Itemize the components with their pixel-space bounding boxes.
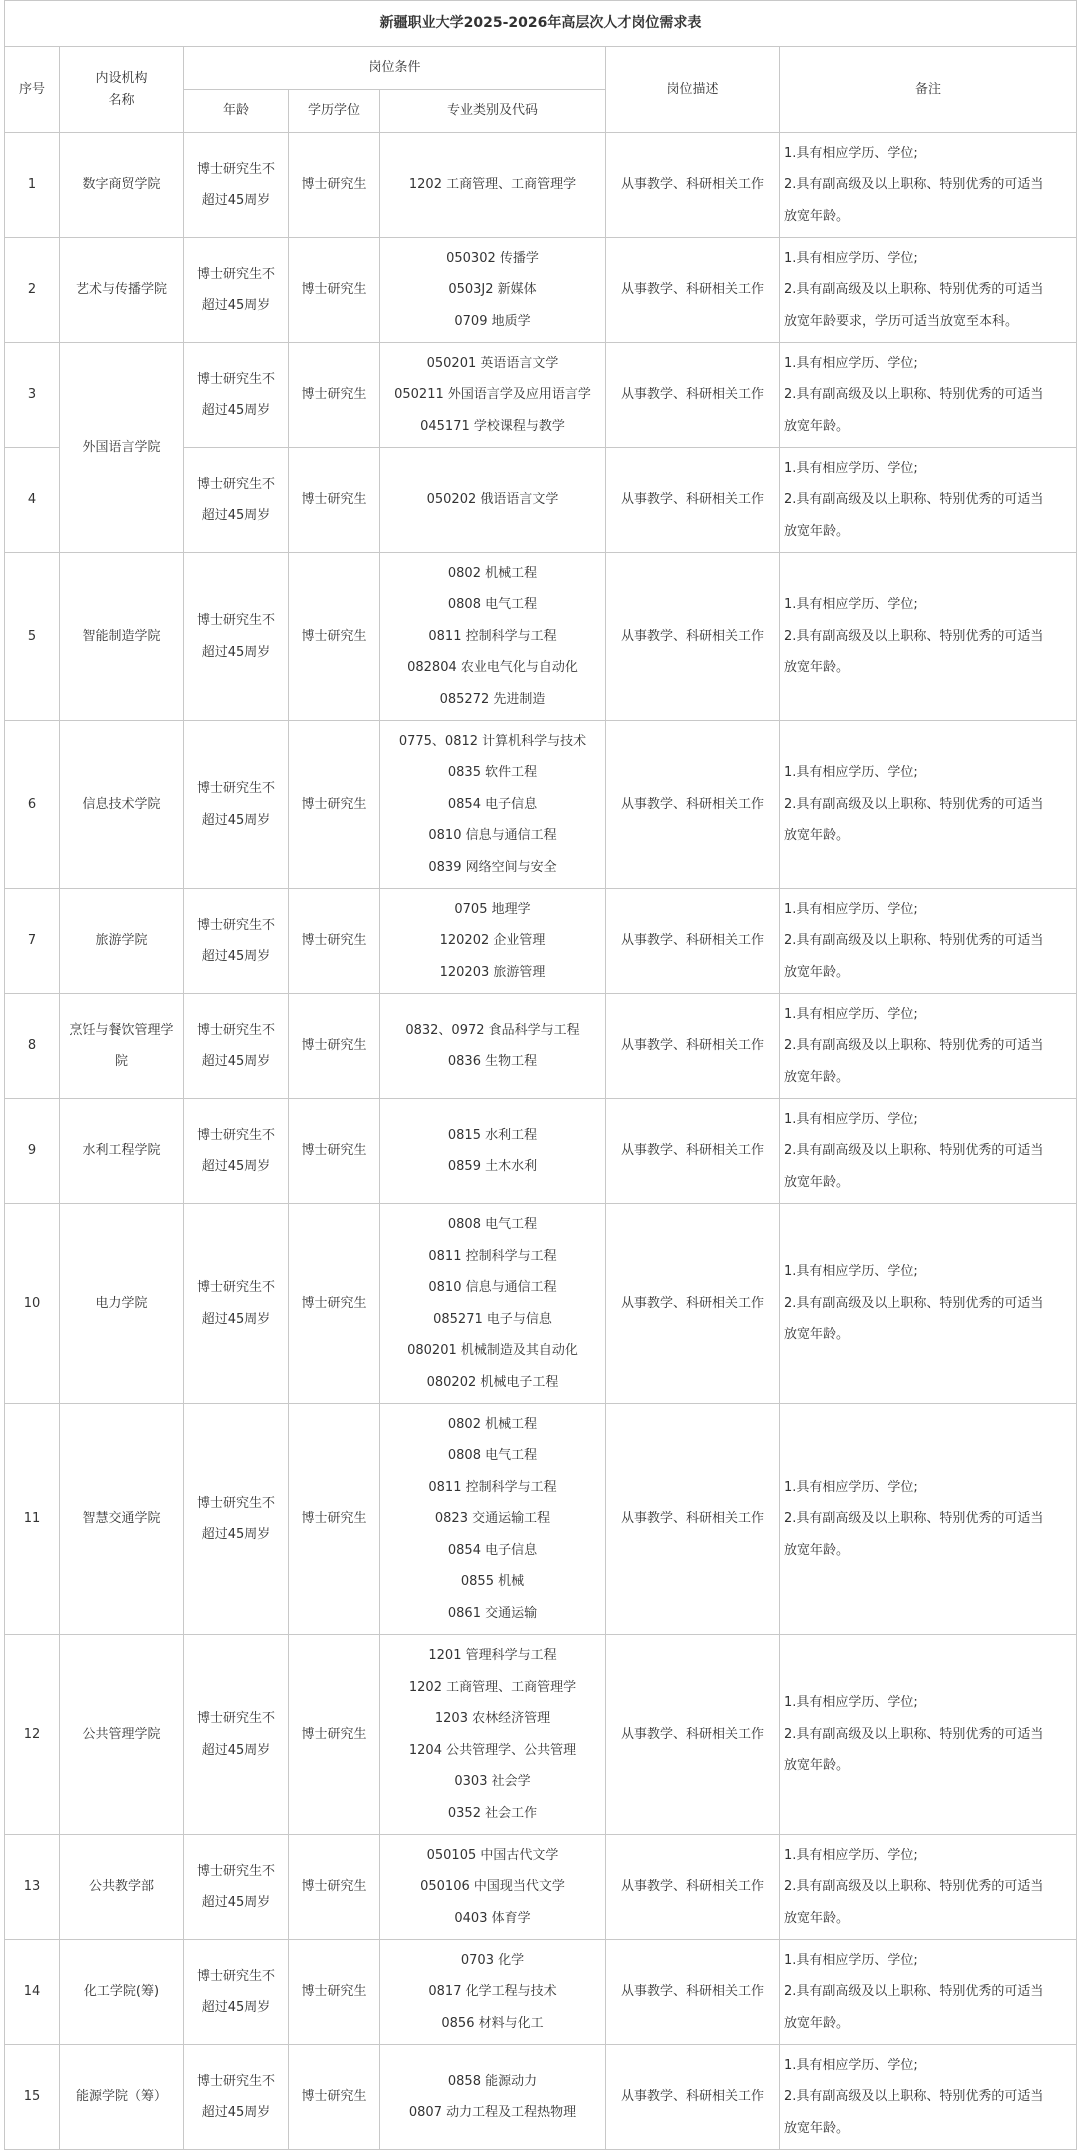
note-line: 1.具有相应学历、学位; (784, 355, 918, 371)
note-line: 放宽年龄。 (784, 523, 850, 539)
major-line: 0403 体育学 (454, 1910, 531, 1926)
major-line: 0808 电气工程 (447, 1217, 538, 1232)
age-line: 博士研究生不 (196, 161, 275, 177)
org-name-line: 能源学院（筹） (75, 2089, 167, 2105)
major-line: 050201 英语语言文学 (426, 355, 559, 371)
note-line: 2.具有副高级及以上职称、特别优秀的可适当 (784, 1511, 1044, 1527)
major-line: 085272 先进制造 (439, 691, 546, 707)
note-line: 2.具有副高级及以上职称、特别优秀的可适当 (784, 492, 1044, 508)
org-name-line: 旅游学院 (95, 933, 148, 949)
major-line: 0811 控制科学与工程 (428, 1248, 557, 1264)
header-seq: 序号 (5, 47, 60, 133)
desc-cell: 从事教学、科研相关工作 (606, 2045, 780, 2150)
major-line: 0802 机械工程 (447, 565, 538, 581)
note-line: 放宽年龄。 (784, 1069, 850, 1085)
note-line: 1.具有相应学历、学位; (784, 597, 918, 613)
desc-cell: 从事教学、科研相关工作 (606, 1099, 780, 1204)
note-cell (780, 448, 1077, 553)
note-cell (780, 1835, 1077, 1940)
age-line: 博士研究生不 (196, 781, 275, 796)
age-cell (184, 553, 289, 721)
row-number: 5 (5, 553, 60, 721)
major-line: 1204 公共管理学、公共管理 (408, 1742, 577, 1758)
note-line: 放宽年龄。 (784, 1174, 850, 1190)
table-row (5, 1404, 1077, 1635)
row-number: 10 (5, 1204, 60, 1404)
major-line: 0832、0972 食品科学与工程 (405, 1022, 580, 1038)
position-demand-table (4, 0, 1077, 2150)
age-line: 博士研究生不 (196, 917, 275, 933)
age-cell (184, 1404, 289, 1635)
major-line: 050202 俄语语言文学 (426, 492, 559, 508)
degree-cell: 博士研究生 (289, 1204, 380, 1404)
org-name-cell (60, 994, 184, 1099)
note-line: 1.具有相应学历、学位; (784, 901, 918, 917)
note-line: 1.具有相应学历、学位; (784, 1264, 918, 1280)
row-number: 9 (5, 1099, 60, 1204)
age-line: 博士研究生不 (196, 476, 275, 492)
major-line: 0855 机械 (460, 1574, 525, 1590)
note-line: 2.具有副高级及以上职称、特别优秀的可适当 (784, 282, 1044, 298)
major-line: 1202 工商管理、工商管理学 (408, 1679, 577, 1695)
note-line: 1.具有相应学历、学位; (784, 1111, 918, 1127)
row-number: 4 (5, 448, 60, 553)
age-line: 超过45周岁 (201, 508, 271, 523)
table-row (5, 1204, 1077, 1404)
degree-cell: 博士研究生 (289, 889, 380, 994)
desc-cell: 从事教学、科研相关工作 (606, 343, 780, 448)
age-line: 超过45周岁 (201, 1527, 271, 1542)
major-cell (380, 994, 606, 1099)
header-org (60, 47, 184, 133)
major-cell (380, 133, 606, 238)
age-cell (184, 2045, 289, 2150)
major-line: 050302 传播学 (446, 250, 539, 266)
note-line: 1.具有相应学历、学位; (784, 765, 918, 781)
major-line: 080201 机械制造及其自动化 (407, 1343, 578, 1358)
desc-cell: 从事教学、科研相关工作 (606, 1404, 780, 1635)
table-row (5, 1940, 1077, 2045)
major-line: 0836 生物工程 (447, 1054, 538, 1069)
row-number: 3 (5, 343, 60, 448)
age-line: 博士研究生不 (196, 1711, 275, 1726)
age-cell (184, 889, 289, 994)
age-line: 博士研究生不 (196, 1022, 275, 1038)
major-line: 045171 学校课程与教学 (420, 418, 565, 434)
age-line: 超过45周岁 (201, 1742, 271, 1758)
age-cell (184, 1940, 289, 2045)
table-row (5, 238, 1077, 343)
major-line: 0858 能源动力 (447, 2073, 538, 2089)
org-name-cell (60, 721, 184, 889)
table-row (5, 889, 1077, 994)
org-name-cell (60, 1835, 184, 1940)
desc-cell: 从事教学、科研相关工作 (606, 1635, 780, 1835)
org-name-cell (60, 2045, 184, 2150)
note-line: 2.具有副高级及以上职称、特别优秀的可适当 (784, 796, 1044, 812)
major-line: 0802 机械工程 (447, 1416, 538, 1432)
major-line: 0703 化学 (460, 1952, 525, 1968)
major-line: 0705 地理学 (454, 901, 531, 917)
table-row (5, 1835, 1077, 1940)
degree-cell: 博士研究生 (289, 553, 380, 721)
major-cell (380, 721, 606, 889)
note-line: 2.具有副高级及以上职称、特别优秀的可适当 (784, 1038, 1044, 1054)
age-line: 超过45周岁 (201, 949, 271, 964)
major-cell (380, 1835, 606, 1940)
degree-cell: 博士研究生 (289, 238, 380, 343)
header-org-line: 内设机构 (95, 70, 148, 86)
major-line: 0854 电子信息 (447, 1542, 538, 1558)
table-row (5, 343, 1077, 448)
org-name-cell (60, 553, 184, 721)
note-line: 1.具有相应学历、学位; (784, 1695, 918, 1711)
desc-cell: 从事教学、科研相关工作 (606, 994, 780, 1099)
age-line: 超过45周岁 (201, 1311, 271, 1327)
major-line: 0811 控制科学与工程 (428, 628, 557, 644)
header-degree: 学历学位 (289, 90, 380, 133)
header-conditions: 岗位条件 (184, 47, 606, 90)
table-row (5, 2045, 1077, 2150)
major-cell (380, 1099, 606, 1204)
org-name-cell (60, 1635, 184, 1835)
note-line: 放宽年龄。 (784, 1327, 850, 1343)
major-cell (380, 343, 606, 448)
age-line: 超过45周岁 (201, 644, 271, 660)
header-desc: 岗位描述 (606, 47, 780, 133)
note-line: 2.具有副高级及以上职称、特别优秀的可适当 (784, 933, 1044, 949)
org-name-cell (60, 343, 184, 553)
org-name-cell (60, 889, 184, 994)
org-name-line: 数字商贸学院 (82, 177, 161, 193)
age-line: 博士研究生不 (196, 1127, 275, 1143)
note-cell (780, 133, 1077, 238)
note-line: 放宽年龄。 (784, 660, 850, 676)
age-line: 超过45周岁 (201, 193, 271, 208)
note-line: 1.具有相应学历、学位; (784, 1006, 918, 1022)
note-line: 1.具有相应学历、学位; (784, 1952, 918, 1968)
major-line: 0810 信息与通信工程 (428, 828, 557, 844)
note-line: 2.具有副高级及以上职称、特别优秀的可适当 (784, 1295, 1044, 1311)
table-title: 新疆职业大学2025-2026年高层次人才岗位需求表 (5, 1, 1077, 47)
note-line: 放宽年龄。 (784, 1758, 850, 1774)
row-number: 6 (5, 721, 60, 889)
note-cell (780, 343, 1077, 448)
age-line: 超过45周岁 (201, 812, 271, 828)
major-line: 0856 材料与化工 (441, 2015, 544, 2031)
note-line: 放宽年龄。 (784, 1542, 850, 1558)
major-line: 1202 工商管理、工商管理学 (408, 177, 577, 193)
age-cell (184, 448, 289, 553)
org-name-cell (60, 133, 184, 238)
note-cell (780, 889, 1077, 994)
age-cell (184, 721, 289, 889)
desc-cell: 从事教学、科研相关工作 (606, 1204, 780, 1404)
row-number: 15 (5, 2045, 60, 2150)
age-line: 超过45周岁 (201, 403, 271, 418)
major-line: 1203 农林经济管理 (434, 1711, 551, 1726)
note-line: 2.具有副高级及以上职称、特别优秀的可适当 (784, 1879, 1044, 1895)
row-number: 8 (5, 994, 60, 1099)
note-line: 1.具有相应学历、学位; (784, 460, 918, 476)
major-line: 080202 机械电子工程 (426, 1374, 559, 1390)
major-line: 050105 中国古代文学 (426, 1847, 559, 1863)
age-line: 超过45周岁 (201, 2105, 271, 2120)
age-line: 博士研究生不 (196, 1863, 275, 1879)
note-cell (780, 2045, 1077, 2150)
desc-cell: 从事教学、科研相关工作 (606, 1940, 780, 2045)
note-line: 1.具有相应学历、学位; (784, 250, 918, 266)
major-cell (380, 448, 606, 553)
degree-cell: 博士研究生 (289, 343, 380, 448)
org-name-line: 院 (114, 1054, 128, 1069)
major-line: 0839 网络空间与安全 (428, 859, 557, 875)
age-line: 博士研究生不 (196, 266, 275, 282)
degree-cell: 博士研究生 (289, 721, 380, 889)
note-cell (780, 1099, 1077, 1204)
note-line: 放宽年龄。 (784, 1910, 850, 1926)
age-line: 超过45周岁 (201, 1054, 271, 1069)
note-line: 2.具有副高级及以上职称、特别优秀的可适当 (784, 1143, 1044, 1159)
degree-cell: 博士研究生 (289, 1404, 380, 1635)
org-name-cell (60, 1204, 184, 1404)
degree-cell: 博士研究生 (289, 1635, 380, 1835)
age-line: 超过45周岁 (201, 2000, 271, 2015)
age-line: 博士研究生不 (196, 1280, 275, 1295)
desc-cell: 从事教学、科研相关工作 (606, 553, 780, 721)
header-org-line: 名称 (108, 92, 135, 108)
table-row (5, 721, 1077, 889)
major-line: 0861 交通运输 (447, 1605, 538, 1621)
major-line: 0303 社会学 (454, 1774, 531, 1789)
age-cell (184, 994, 289, 1099)
age-line: 博士研究生不 (196, 1495, 275, 1511)
org-name-line: 艺术与传播学院 (75, 282, 167, 298)
desc-cell: 从事教学、科研相关工作 (606, 238, 780, 343)
note-cell (780, 238, 1077, 343)
major-line: 0815 水利工程 (447, 1127, 538, 1143)
major-cell (380, 553, 606, 721)
row-number: 2 (5, 238, 60, 343)
header-major: 专业类别及代码 (380, 90, 606, 133)
org-name-line: 化工学院(筹) (83, 1984, 160, 2000)
desc-cell: 从事教学、科研相关工作 (606, 1835, 780, 1940)
org-name-line: 公共管理学院 (82, 1726, 161, 1742)
org-name-cell (60, 1404, 184, 1635)
desc-cell: 从事教学、科研相关工作 (606, 721, 780, 889)
org-name-cell (60, 1099, 184, 1204)
major-line: 0807 动力工程及工程热物理 (408, 2105, 577, 2120)
major-line: 120202 企业管理 (439, 933, 546, 949)
note-line: 2.具有副高级及以上职称、特别优秀的可适当 (784, 2089, 1044, 2105)
age-cell (184, 238, 289, 343)
major-line: 1201 管理科学与工程 (428, 1648, 557, 1663)
note-cell (780, 1404, 1077, 1635)
row-number: 13 (5, 1835, 60, 1940)
row-number: 14 (5, 1940, 60, 2045)
table-row (5, 553, 1077, 721)
degree-cell: 博士研究生 (289, 1099, 380, 1204)
header-age: 年龄 (184, 90, 289, 133)
age-line: 超过45周岁 (201, 1159, 271, 1174)
major-line: 0352 社会工作 (447, 1805, 538, 1821)
note-line: 放宽年龄。 (784, 418, 850, 434)
major-line: 050211 外国语言学及应用语言学 (394, 387, 591, 403)
note-line: 放宽年龄。 (784, 2015, 850, 2031)
desc-cell: 从事教学、科研相关工作 (606, 133, 780, 238)
major-line: 082804 农业电气化与自动化 (407, 660, 578, 676)
age-line: 博士研究生不 (196, 371, 275, 387)
age-cell (184, 1099, 289, 1204)
org-name-line: 电力学院 (95, 1295, 148, 1311)
note-line: 2.具有副高级及以上职称、特别优秀的可适当 (784, 1984, 1044, 2000)
note-line: 2.具有副高级及以上职称、特别优秀的可适当 (784, 387, 1044, 403)
note-line: 放宽年龄。 (784, 208, 850, 224)
major-line: 0808 电气工程 (447, 597, 538, 613)
major-line: 0811 控制科学与工程 (428, 1479, 557, 1495)
row-number: 11 (5, 1404, 60, 1635)
note-line: 2.具有副高级及以上职称、特别优秀的可适当 (784, 628, 1044, 644)
row-number: 7 (5, 889, 60, 994)
major-line: 0817 化学工程与技术 (428, 1984, 557, 2000)
major-line: 0709 地质学 (454, 313, 531, 329)
org-name-line: 烹饪与餐饮管理学 (69, 1022, 174, 1038)
age-cell (184, 133, 289, 238)
note-cell (780, 553, 1077, 721)
note-line: 放宽年龄。 (784, 2120, 850, 2136)
age-cell (184, 1204, 289, 1404)
org-name-line: 外国语言学院 (82, 439, 161, 455)
age-line: 超过45周岁 (201, 298, 271, 313)
row-number: 12 (5, 1635, 60, 1835)
degree-cell: 博士研究生 (289, 133, 380, 238)
age-cell (184, 1835, 289, 1940)
major-line: 0808 电气工程 (447, 1448, 538, 1464)
table-row (5, 1635, 1077, 1835)
major-cell (380, 238, 606, 343)
degree-cell: 博士研究生 (289, 2045, 380, 2150)
major-cell (380, 1635, 606, 1835)
age-cell (184, 343, 289, 448)
major-line: 0503J2 新媒体 (448, 282, 537, 298)
org-name-line: 智能制造学院 (82, 628, 161, 644)
major-cell (380, 1204, 606, 1404)
note-line: 1.具有相应学历、学位; (784, 1479, 918, 1495)
major-cell (380, 2045, 606, 2150)
org-name-line: 信息技术学院 (82, 796, 161, 812)
degree-cell: 博士研究生 (289, 448, 380, 553)
degree-cell: 博士研究生 (289, 1940, 380, 2045)
age-line: 博士研究生不 (196, 2073, 275, 2089)
major-line: 0854 电子信息 (447, 796, 538, 812)
degree-cell: 博士研究生 (289, 1835, 380, 1940)
major-cell (380, 1940, 606, 2045)
note-line: 放宽年龄。 (784, 828, 850, 844)
note-line: 1.具有相应学历、学位; (784, 1847, 918, 1863)
note-line: 1.具有相应学历、学位; (784, 145, 918, 161)
major-line: 050106 中国现当代文学 (420, 1879, 565, 1895)
note-line: 放宽年龄要求，学历可适当放宽至本科。 (784, 313, 1019, 329)
major-cell (380, 1404, 606, 1635)
note-line: 2.具有副高级及以上职称、特别优秀的可适当 (784, 177, 1044, 193)
desc-cell: 从事教学、科研相关工作 (606, 448, 780, 553)
note-cell (780, 994, 1077, 1099)
major-line: 0775、0812 计算机科学与技术 (398, 733, 587, 749)
org-name-line: 智慧交通学院 (82, 1511, 161, 1527)
age-line: 超过45周岁 (201, 1895, 271, 1910)
header-note: 备注 (780, 47, 1077, 133)
major-line: 0859 土木水利 (447, 1159, 538, 1174)
table-row (5, 133, 1077, 238)
note-cell (780, 721, 1077, 889)
major-line: 120203 旅游管理 (439, 964, 546, 980)
age-line: 博士研究生不 (196, 613, 275, 628)
major-line: 0810 信息与通信工程 (428, 1280, 557, 1295)
note-line: 2.具有副高级及以上职称、特别优秀的可适当 (784, 1726, 1044, 1742)
note-line: 放宽年龄。 (784, 964, 850, 980)
table-row (5, 1099, 1077, 1204)
desc-cell: 从事教学、科研相关工作 (606, 889, 780, 994)
age-cell (184, 1635, 289, 1835)
note-cell (780, 1635, 1077, 1835)
org-name-line: 水利工程学院 (82, 1143, 161, 1159)
note-cell (780, 1204, 1077, 1404)
note-line: 1.具有相应学历、学位; (784, 2057, 918, 2073)
note-cell (780, 1940, 1077, 2045)
org-name-line: 公共教学部 (88, 1879, 154, 1895)
major-cell (380, 889, 606, 994)
degree-cell: 博士研究生 (289, 994, 380, 1099)
org-name-cell (60, 1940, 184, 2045)
major-line: 0835 软件工程 (447, 765, 538, 781)
row-number: 1 (5, 133, 60, 238)
major-line: 085271 电子与信息 (433, 1311, 552, 1327)
table-row (5, 994, 1077, 1099)
org-name-cell (60, 238, 184, 343)
major-line: 0823 交通运输工程 (434, 1511, 551, 1527)
age-line: 博士研究生不 (196, 1968, 275, 1984)
